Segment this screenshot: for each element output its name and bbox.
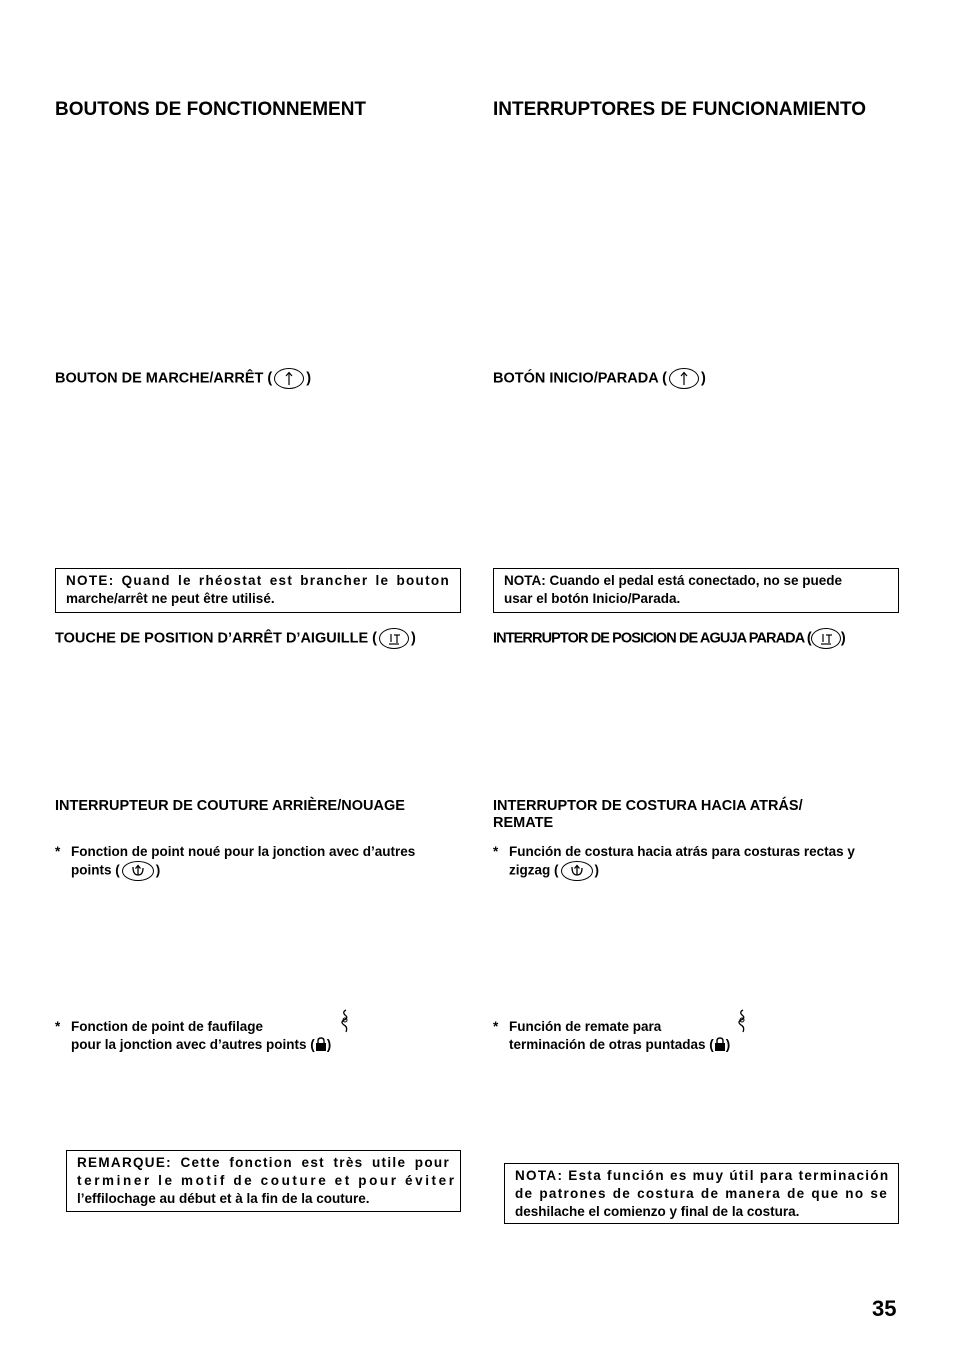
- bullet-mark: *: [493, 844, 499, 859]
- heading-text-end: ): [306, 370, 312, 387]
- french-title: BOUTONS DE FONCTIONNEMENT: [55, 99, 367, 120]
- heading-text-end: ): [410, 630, 416, 647]
- spanish-title: INTERRUPTORES DE FUNCIONAMIENTO: [493, 99, 866, 120]
- french-remark-box: [66, 1150, 461, 1212]
- bullet-text: pour la jonction avec d’autres points (: [71, 1037, 315, 1052]
- bullet-text-end: ): [594, 862, 599, 878]
- note-line: marche/arrêt ne peut être utilisé.: [66, 591, 275, 606]
- heading-text: BOUTON DE MARCHE/ARRÊT (: [55, 370, 273, 387]
- reverse-stitch-icon: [561, 861, 593, 881]
- page-number: 35: [872, 1296, 897, 1321]
- remark-line: NOTA: Esta función es muy útil para terminación: [515, 1168, 890, 1183]
- bullet-text: points (: [71, 862, 120, 878]
- french-needle-stop-heading: [55, 628, 416, 649]
- bullet-line: Función de costura hacia atrás para costuras rectas y: [509, 844, 855, 859]
- heading-text: BOTÓN INICIO/PARADA (: [493, 370, 667, 387]
- lock-stitch-icon: [315, 1037, 327, 1051]
- french-bullet-knot: [55, 843, 465, 883]
- bullet-line: [509, 1036, 730, 1054]
- spanish-remark-box: [504, 1163, 899, 1224]
- bullet-line: [71, 1036, 331, 1054]
- remark-line: de patrones de costura de manera de que no se: [515, 1186, 888, 1201]
- bullet-line: Fonction de point noué pour la jonction avec d’autres: [71, 844, 416, 859]
- bullet-text-end: ): [725, 1037, 731, 1052]
- french-note-box: [55, 568, 461, 613]
- remark-line: deshilache el comienzo y final de la costura.: [515, 1204, 800, 1219]
- bullet-mark: *: [55, 1019, 61, 1034]
- heading-text-end: ): [840, 630, 845, 647]
- start-stop-icon: [274, 368, 304, 389]
- remark-line: l’effilochage au début et à la fin de la couture.: [77, 1191, 370, 1206]
- spanish-needle-stop-heading: [493, 628, 845, 649]
- bullet-line: [509, 861, 599, 881]
- remark-line: REMARQUE: Cette fonction est très utile pour: [77, 1155, 450, 1170]
- bullet-line: Función de remate para: [509, 1019, 662, 1034]
- bullet-line: Fonction de point de faufilage: [71, 1019, 263, 1034]
- bullet-text-end: ): [326, 1037, 332, 1052]
- bullet-mark: *: [493, 1019, 499, 1034]
- french-start-stop-heading: [55, 368, 311, 389]
- spanish-reverse-heading-line1: INTERRUPTOR DE COSTURA HACIA ATRÁS/: [493, 798, 803, 814]
- heading-text: INTERRUPTOR DE POSICION DE AGUJA PARADA (: [493, 630, 811, 647]
- start-stop-icon: [669, 368, 699, 389]
- bullet-text: terminación de otras puntadas (: [509, 1037, 714, 1052]
- bullet-line: [71, 861, 160, 881]
- needle-up-down-icon: [811, 628, 841, 649]
- heading-text: TOUCHE DE POSITION D’ARRÊT D’AIGUILLE (: [55, 630, 377, 647]
- note-line: NOTA: Cuando el pedal está conectado, no se puede: [504, 573, 843, 588]
- bullet-text: zigzag (: [509, 862, 559, 878]
- lock-stitch-icon: [714, 1037, 726, 1051]
- thread-knot-icon: [337, 1008, 353, 1039]
- reverse-stitch-icon: [122, 861, 154, 881]
- heading-text-end: ): [701, 370, 706, 387]
- needle-up-down-icon: [379, 628, 409, 649]
- spanish-note-box: [493, 568, 899, 613]
- spanish-reverse-heading-line2: REMATE: [493, 815, 554, 831]
- french-bullet-lock: [55, 1018, 385, 1058]
- bullet-mark: *: [55, 844, 61, 859]
- remark-line: terminer le motif de couture et pour éviter: [77, 1173, 457, 1188]
- note-line: usar el botón Inicio/Parada.: [504, 591, 681, 606]
- spanish-start-stop-heading: [493, 368, 706, 389]
- spanish-bullet-reverse: [493, 843, 903, 883]
- french-reverse-heading: INTERRUPTEUR DE COUTURE ARRIÈRE/NOUAGE: [55, 798, 405, 814]
- note-line: NOTE: Quand le rhéostat est brancher le bouton: [66, 573, 450, 588]
- thread-knot-icon: [734, 1008, 750, 1039]
- bullet-text-end: ): [155, 862, 161, 878]
